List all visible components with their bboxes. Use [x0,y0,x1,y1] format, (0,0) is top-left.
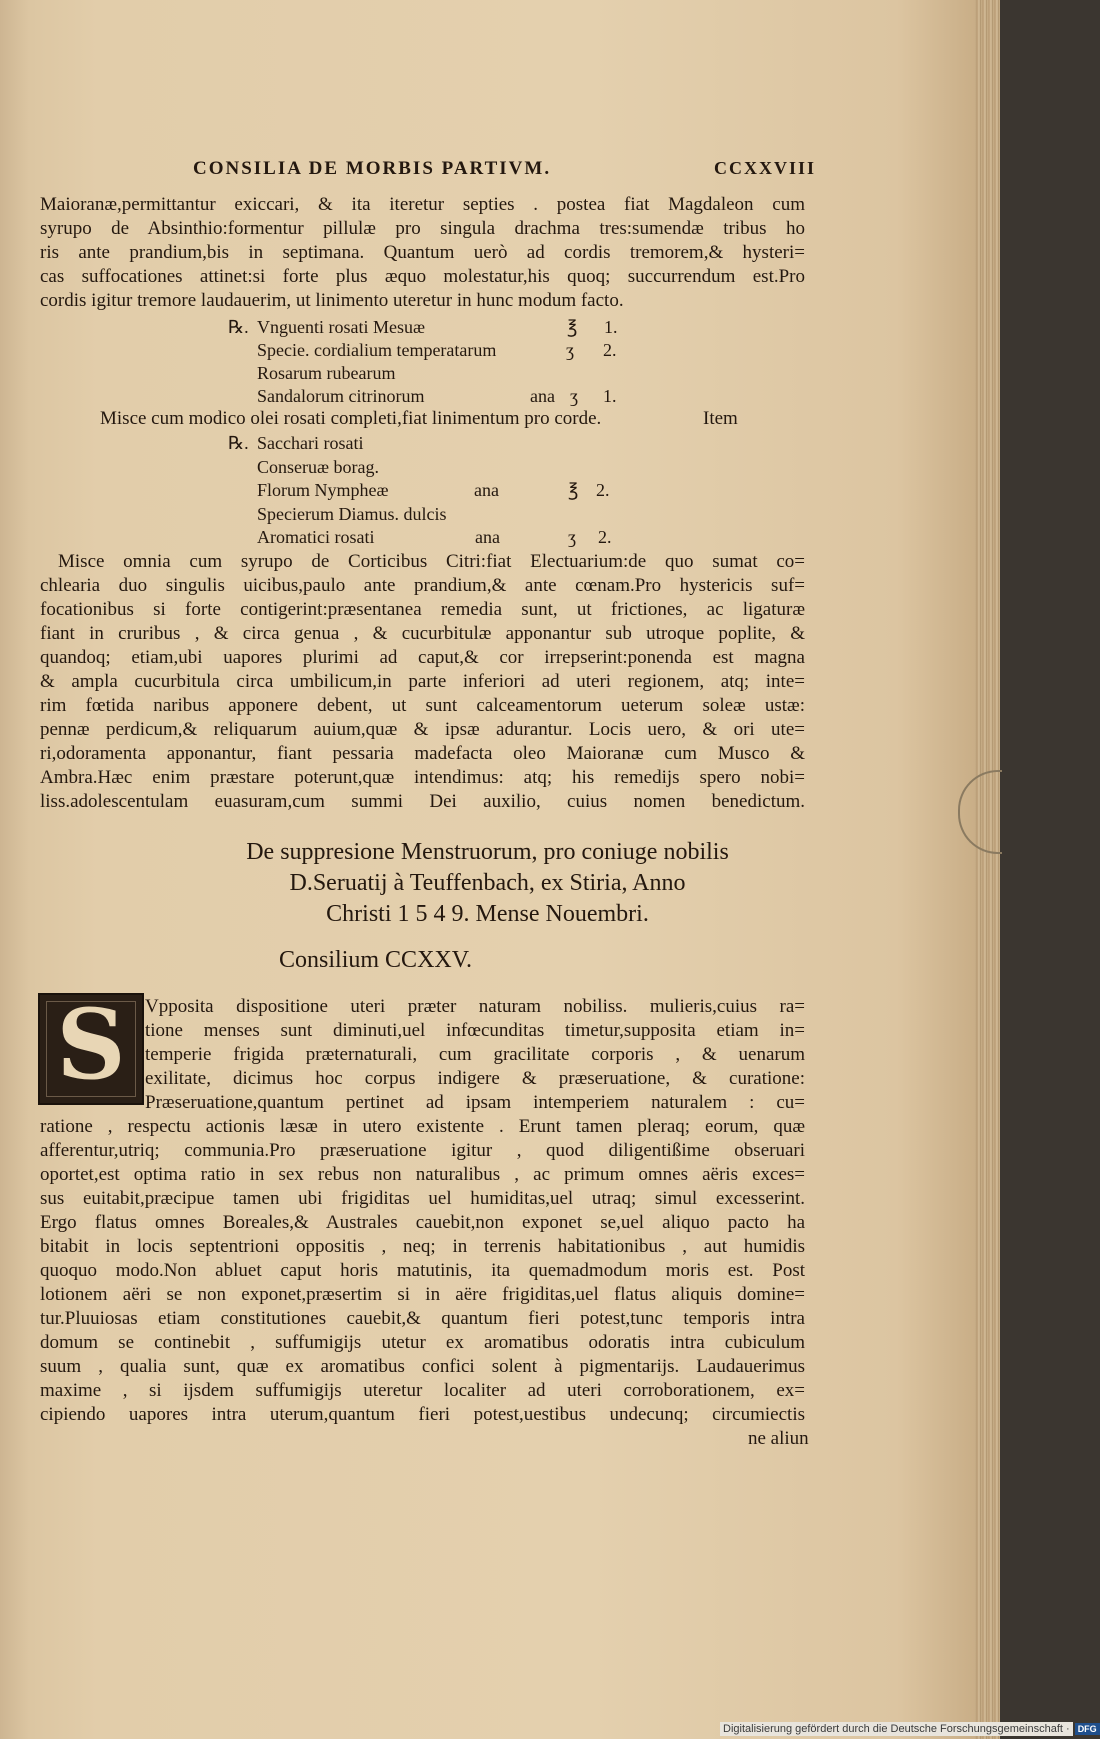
page-header [0,158,975,186]
ingredient-unit: ʒ [566,340,574,360]
text-line: cipiendo uapores intra uterum,quantum fieri potest,uestibus undecunq; circumiectis [40,1404,805,1425]
ingredient-name: Florum Nympheæ [257,480,389,500]
ingredient-name: Conseruæ borag. [257,457,379,477]
text-line: cas suffocationes attinet:si forte plus æquo molestatur,his quoq; succurrendum est.Pro [40,266,805,287]
ingredient-quantity: 2. [596,480,610,500]
text-line: Vpposita dispositione uteri præter naturam nobiliss. mulieris,cuius ra= [145,996,805,1017]
ingredient-unit: ʒ [570,386,578,406]
text-line: tur.Pluuiosas etiam constitutiones cauebit,& quantum fieri potest,tunc temporis intra [40,1308,805,1329]
text-line: suum , qualia sunt, quæ ex aromatibus confici solent à pigmentarijs. Laudauerimus [40,1356,805,1377]
ingredient-name: Specierum Diamus. dulcis [257,504,447,524]
ingredient-quantity: 1. [604,317,618,337]
text-line: syrupo de Absinthio:formentur pillulæ pro singula drachma tres:sumendæ tribus ho [40,218,805,239]
ingredient-ana: ana [530,386,555,406]
section-heading-line: De suppresione Menstruorum, pro coniuge nobilis [246,839,729,865]
page-edge [975,0,1000,1739]
recipe-symbol: ℞. [228,433,249,453]
text-line: rim fœtida naribus apponere debent, ut sunt calceamentorum ueterum soleæ ustæ: [40,695,805,716]
ingredient-unit: ℥ [567,317,578,337]
recipe-symbol: ℞. [228,317,249,337]
ingredient-quantity: 2. [598,527,612,547]
text-line: tione menses sunt diminuti,uel infœcunditas timetur,supposita etiam in= [145,1020,805,1041]
ingredient-name: Specie. cordialium temperatarum [257,340,497,360]
consilium-title: Consilium CCXXV. [279,947,472,973]
ingredient-ana: ana [475,527,500,547]
initial-letter: S [56,988,126,1101]
text-line: quandoq; etiam,ubi uapores plurimi ad caput,& cor irrepserint:ponenda est magna [40,647,805,668]
text-line: fiant in cruribus , & circa genua , & cucurbitulæ apponantur sub utroque poplite, & [40,623,805,644]
text-line: Præseruatione,quantum pertinet ad ipsam intemperiem naturalem : cu= [145,1092,805,1113]
text-line: ri,odoramenta apponantur, fiant pessaria madefacta oleo Maioranæ cum Musco & [40,743,805,764]
text-line: exilitate, dicimus hoc corpus indigere & præseruatione, & curatione: [145,1068,805,1089]
text-line: sus euitabit,præcipue tamen ubi frigiditas uel humiditas,uel utraq; simul excesserint. [40,1188,805,1209]
ingredient-quantity: 2. [603,340,617,360]
item-label: Item [703,408,738,429]
text-line: temperie frigida præternaturali, cum gracilitate corporis , & uenarum [145,1044,805,1065]
text-line: ris ante prandium,bis in septimana. Quantum uerò ad cordis tremorem,& hysteri= [40,242,805,263]
text-line: Ambra.Hæc enim præstare poterunt,quæ intendimus: atq; his remedijs spero nobi= [40,767,805,788]
text-line: Ergo flatus omnes Boreales,& Australes cauebit,non exponet se,uel aliquo pacto ha [40,1212,805,1233]
text-line: Maioranæ,permittantur exiccari, & ita iteretur septies . postea fiat Magdaleon cum [40,194,805,215]
ingredient-ana: ana [474,480,499,500]
ingredient-unit: ℥ [568,480,579,500]
ingredient-name: Aromatici rosati [257,527,375,547]
text-line: ratione , respectu actionis læsæ in utero existente . Erunt tamen pleraq; eorum, quæ [40,1116,805,1137]
credit-text: Digitalisierung gefördert durch die Deutsche Forschungsgemeinschaft · [720,1722,1073,1736]
dfg-logo: DFG [1075,1723,1100,1735]
text-line: oportet,est optima ratio in sex rebus non naturalibus , ac primum omnes aëris exces= [40,1164,805,1185]
ingredient-name: Rosarum rubearum [257,363,396,383]
text-line: maxime , si ijsdem suffumigijs uteretur localiter ad uteri corroborationem, ex= [40,1380,805,1401]
text-line: chlearia duo singulis uicibus,paulo ante prandium,& ante cœnam.Pro hystericis suf= [40,575,805,596]
catchword: ne aliun [748,1428,809,1449]
text-line: afferentur,utriq; communia.Pro præseruatione igitur , quod diligentißime obseruari [40,1140,805,1161]
ingredient-name: Vnguenti rosati Mesuæ [257,317,425,337]
text-line: liss.adolescentulam euasuram,cum summi Dei auxilio, cuius nomen benedictum. [40,791,805,812]
ingredient-name: Sandalorum citrinorum [257,386,425,406]
digitization-credit [720,1723,1100,1735]
text-line: bitabit in locis septentrioni oppositis , neq; in terrenis habitationibus , aut humidis [40,1236,805,1257]
decorated-initial [38,988,144,1105]
section-heading-line: Christi 1 5 4 9. Mense Nouembri. [326,901,649,927]
running-title: CONSILIA DE MORBIS PARTIVM. [193,158,552,179]
text-line: pennæ perdicum,& reliquarum auium,quæ & ipsæ adurantur. Locis uero, & ori ute= [40,719,805,740]
text-line: focationibus si forte contigerint:præsentanea remedia sunt, ut frictiones, ac ligaturæ [40,599,805,620]
text-line: domum se continebit , suffumigijs utetur ex aromatibus odoratis intra cubiculum [40,1332,805,1353]
misce-line: Misce cum modico olei rosati completi,fiat linimentum pro corde. [100,408,602,429]
text-line: cordis igitur tremore laudauerim, ut linimento uteretur in hunc modum facto. [40,290,624,311]
ingredient-name: Sacchari rosati [257,433,364,453]
ingredient-quantity: 1. [603,386,617,406]
text-line: quoquo modo.Non abluet caput horis matutinis, ita quemadmodum moris est. Post [40,1260,805,1281]
ingredient-unit: ʒ [568,527,576,547]
folio-number: CCXXVIII [714,158,817,178]
text-line: Misce omnia cum syrupo de Corticibus Citri:fiat Electuarium:de quo sumat co= [58,551,805,572]
text-line: & ampla cucurbitula circa umbilicum,in parte inferiori ad uteri regionem, atq; inte= [40,671,805,692]
text-line: lotionem aëri se non exponet,præsertim si in aëre frigiditas,uel flatus aliquis domine= [40,1284,805,1305]
section-heading-line: D.Seruatij à Teuffenbach, ex Stiria, Anno [289,870,686,896]
